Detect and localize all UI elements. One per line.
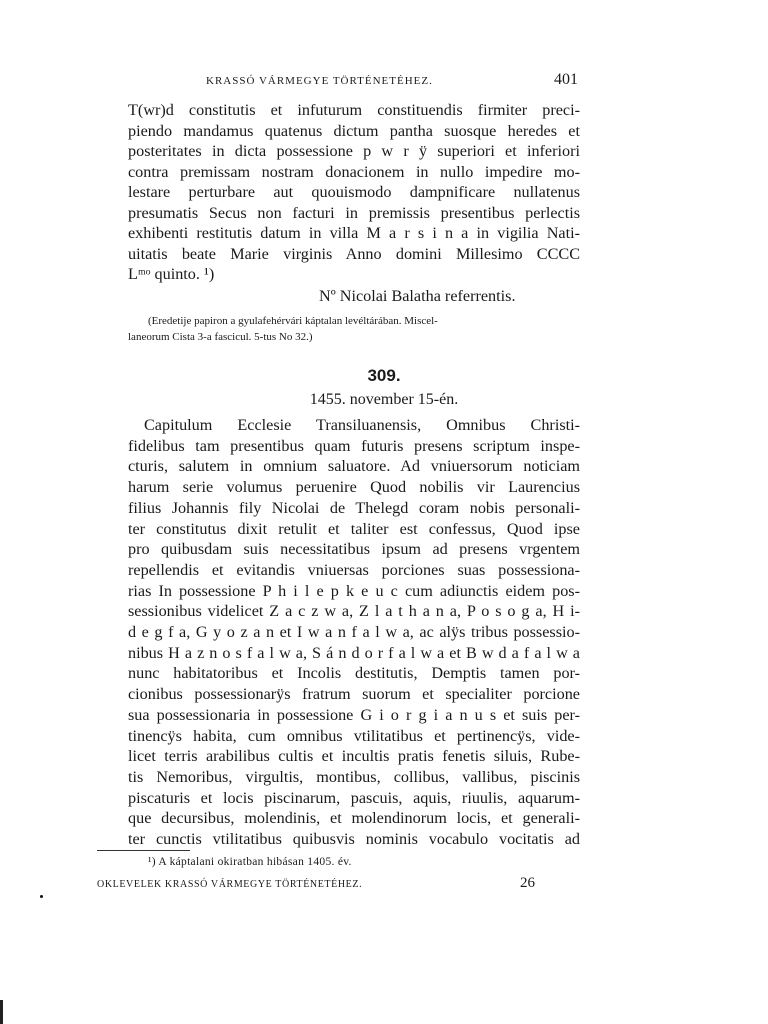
scan-edge (0, 1000, 3, 1024)
text-line: lestare perturbare aut quouismodo dampnificare nullatenus (128, 183, 580, 201)
text-line: nibus H a z n o s f a l w a, S á n d o r f a l w a et B w d a f a l w a (128, 643, 580, 662)
signature-number: 26 (520, 875, 535, 891)
notary-signature: Nº Nicolai Balatha referrentis. (319, 287, 516, 305)
text-line: harum serie volumus peruenire Quod nobilis vir Laurencius (128, 478, 580, 497)
source-note-line: laneorum Cista 3-a fascicul. 5-tus No 32.) (128, 331, 313, 343)
text-line: Lᵐᵒ quinto. ¹) (128, 265, 215, 283)
text-line: fidelibus tam presentibus quam futuris presens scriptum inspe- (128, 436, 580, 455)
continuation-text (128, 100, 580, 285)
text-line: tinencÿs habita, cum omnibus vtilitatibus et pertinencÿs, vide- (128, 726, 580, 745)
text-line: cionibus possessionarÿs fratrum suorum et specialiter porcione (128, 685, 580, 704)
document-date: 1455. november 15-én. (309, 391, 459, 408)
text-line: piendo mandamus quatenus dictum pantha suosque heredes et (128, 121, 580, 140)
running-head (128, 73, 578, 93)
text-line: cturis, salutem in omnium saluatore. Ad vniuersorum noticiam (128, 457, 580, 476)
text-line: filius Johannis fily Nicolai de Thelegd coram nobis personali- (128, 498, 580, 517)
text-line: contra premissam nostram donacionem in nullo impedire mo- (128, 162, 580, 181)
text-line: tis Nemoribus, virgultis, montibus, collibus, vallibus, piscinis (128, 767, 580, 786)
page-number: 401 (554, 71, 578, 88)
running-title: KRASSÓ VÁRMEGYE TÖRTÉNETÉHEZ. (206, 75, 433, 87)
text-line: ter cunctis vtilitatibus quibusvis nominis vocabulo vocitatis ad (128, 830, 580, 849)
source-note-line: (Eredetije papiron a gyulafehérvári káptalan levéltárában. Miscel- (148, 315, 438, 327)
text-line: que decursibus, molendinis, et molendinorum locis, et generali- (128, 809, 580, 828)
text-line: sua possessionaria in possessione G i o r g i a n u s et suis per- (128, 705, 580, 724)
document-text (128, 415, 580, 850)
document-number: 309. (367, 366, 401, 385)
text-line: ter constitutus dixit retulit et taliter est confessus, Quod ipse (128, 519, 580, 538)
scan-speck (40, 895, 43, 898)
text-line: licet terris arabilibus cultis et incultis pratis fenetis siluis, Rube- (128, 747, 580, 766)
printer-signature-line (97, 877, 547, 893)
text-line: d e g f a, G y o z a n et I w a n f a l w a, ac alÿs tribus possessio- (128, 623, 580, 642)
footnote: ¹) A káptalani okiratban hibásan 1405. év. (148, 856, 352, 868)
text-line: repellendis et evitandis vniuersas porciones suas possessiona- (128, 560, 580, 579)
text-line: exhibenti restitutis datum in villa M a r s i n a in vigilia Nati- (128, 224, 580, 242)
text-line: T(wr)d constitutis et infuturum constituendis firmiter preci- (128, 101, 580, 119)
text-line: uitatis beate Marie virginis Anno domini Millesimo CCCC (128, 244, 580, 263)
text-line: presumatis Secus non facturi in premissis presentibus perlectis (128, 203, 580, 222)
text-line: sessionibus videlicet Z a c z w a, Z l a t h a n a, P o s o g a, H i- (128, 602, 580, 621)
text-line: Capitulum Ecclesie Transiluanensis, Omnibus Christi- (144, 416, 580, 434)
text-line: pro quibusdam suis necessitatibus ipsum ad presens vrgentem (128, 540, 580, 559)
source-note (128, 313, 580, 345)
text-line: posteritates in dicta possessione p w r ÿ superiori et inferiori (128, 142, 580, 160)
text-line: nunc habitatoribus et Incolis destitutis, Demptis tamen por- (128, 664, 580, 683)
signature-title: OKLEVELEK KRASSÓ VÁRMEGYE TÖRTÉNETÉHEZ. (97, 879, 363, 890)
footnote-divider (97, 850, 190, 851)
text-line: piscaturis et locis piscinarum, pascuis, aquis, riuulis, aquarum- (128, 788, 580, 807)
text-line: rias In possessione P h i l e p k e u c cum adiunctis eidem pos- (128, 581, 580, 600)
